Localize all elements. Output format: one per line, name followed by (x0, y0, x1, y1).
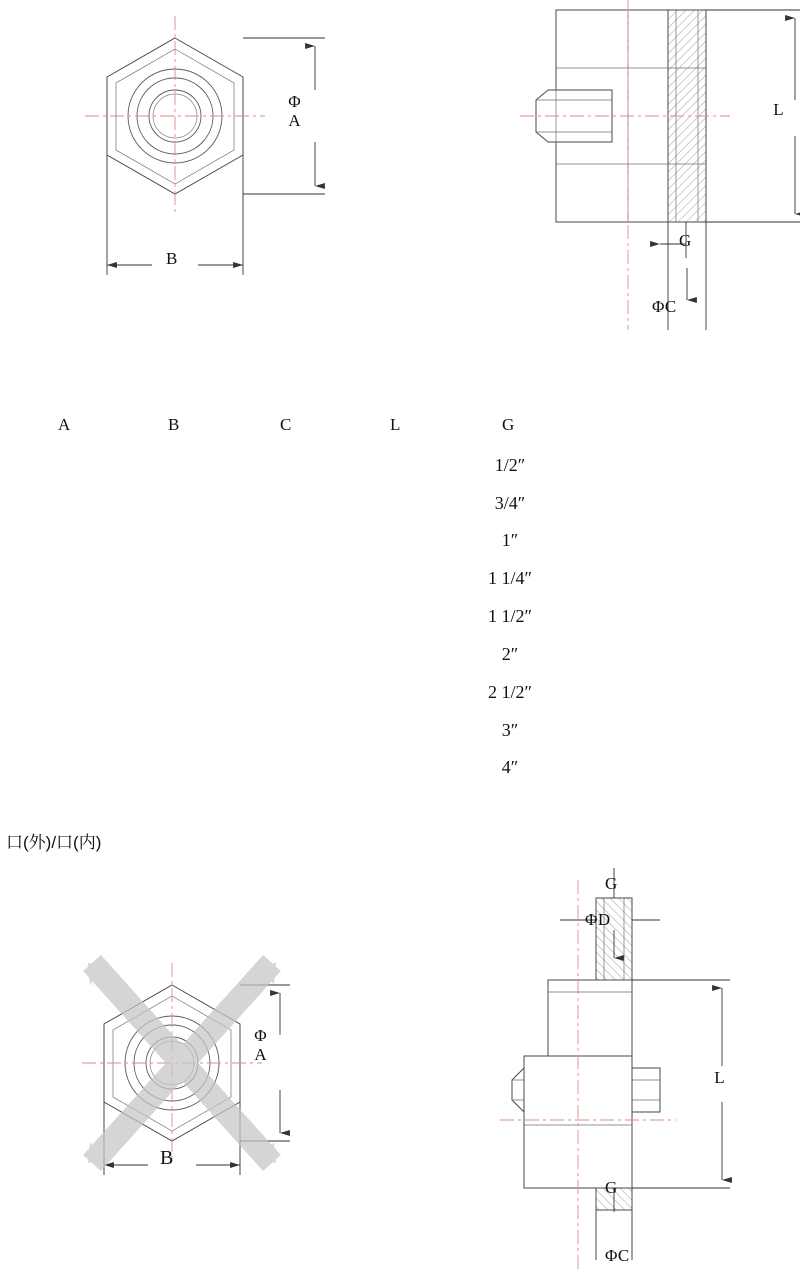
table-cell-g-8: 4″ (501, 757, 519, 777)
table-header-c: C (280, 415, 292, 434)
dim-label-b-top: B (166, 249, 178, 268)
dim-label-phi-d: ΦD (585, 910, 611, 929)
variant-note: 口(外)/口(内) (6, 833, 102, 852)
table-cell-g-4: 1 1/2″ (488, 606, 532, 626)
dim-label-phi-a-bottom: ΦA (251, 1026, 270, 1064)
table-cell-g-5: 2″ (501, 644, 519, 664)
dim-label-b-bottom: B (160, 1147, 174, 1169)
dim-label-l-bottom: L (710, 1068, 729, 1087)
dim-label-g-bottom-top: G (605, 874, 618, 893)
dim-label-g-bottom-bottom: G (605, 1178, 618, 1197)
dim-label-phi-c-bottom: ΦC (605, 1246, 630, 1265)
table-cell-g-1: 3/4″ (494, 493, 526, 513)
dim-label-g-top: G (679, 231, 692, 250)
table-cell-g-6: 2 1/2″ (488, 682, 532, 702)
dim-label-l-top: L (769, 100, 788, 119)
table-header-a: A (58, 415, 71, 434)
dim-label-phi-a-top: ΦA (285, 92, 304, 130)
adapter-side-view-bottom (512, 898, 660, 1210)
center-lines-top-left (85, 16, 265, 216)
table-header-l: L (390, 415, 401, 434)
dim-label-phi-c-top: ΦC (652, 297, 677, 316)
table-cell-g-0: 1/2″ (494, 455, 526, 475)
table-cell-g-7: 3″ (501, 720, 519, 740)
table-header-g: G (502, 415, 515, 434)
table-header-b: B (168, 415, 180, 434)
table-cell-g-3: 1 1/4″ (488, 568, 532, 588)
table-cell-g-2: 1″ (501, 530, 519, 550)
